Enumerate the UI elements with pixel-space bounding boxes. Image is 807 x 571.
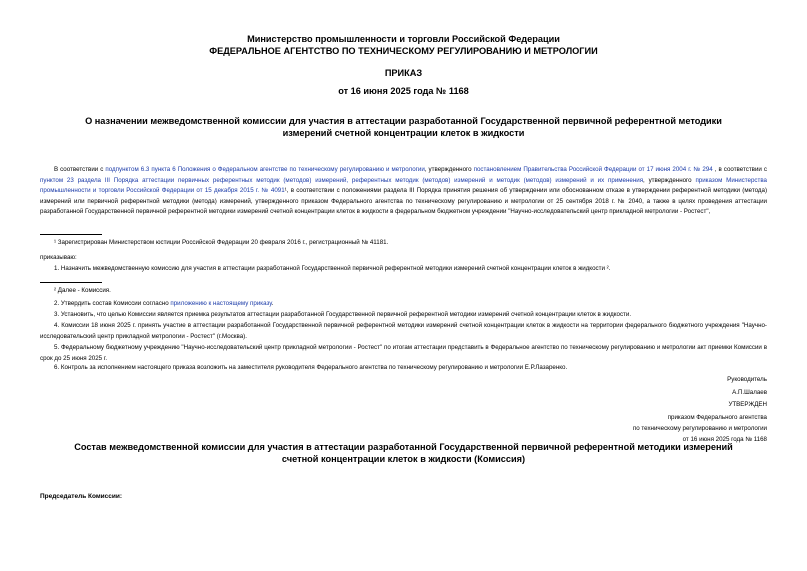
approval-line-4: от 16 июня 2025 года № 1168 [682,436,767,443]
signature-position: Руководитель [727,376,767,383]
preamble-text: В соответствии с [54,166,106,173]
item2-text: 2. Утвердить состав Комиссии согласно [54,300,171,307]
approval-line-3: по техническому регулированию и метрологии [632,425,767,432]
date-number: от 16 июня 2025 года № 1168 [338,86,469,96]
order-item-4: 4. Комиссии 18 июня 2025 г. принять участие в аттестации разработанной Государственной первичной референтной методики измерений счетной концентрации клеток в жидкости на территории федерального бюджетного учреждения "Научно-исследовательский центр прикладной метрологии - Ростест" (г.Москва). [40,322,767,340]
preamble-text: , в соответствии с [712,166,767,173]
preamble-text: , утвержденного [424,166,474,173]
footnote-divider [40,282,102,283]
regulation-link[interactable]: подпунктом 6.3 пункта 6 Положения о Федеральном агентстве по техническому регулированию и метрологии [105,166,425,173]
footnote-1: ¹ Зарегистрирован Министерством юстиции Российской Федерации 20 февраля 2016 г., регистрационный № 41181. [54,239,389,246]
item2-end: . [271,300,274,307]
order-item-3: 3. Установить, что целью Комиссии является приемка результатов аттестации разработанной Государственной первичной референтной методики измерений счетной концентрации клеток в жидкости. [54,311,632,318]
procedure-link[interactable]: пунктом 23 раздела III Порядка аттестации первичных референтных методик (методов) измерений, референтных методик (методов) измерений и методик (методов) измерений и их применения [40,176,644,184]
composition-title: Состав межведомственной комиссии для участия в аттестации разработанной Государственной первичной референтной методики измерений счетной концентрации клеток в жидкости (Комиссия) [74,442,733,464]
footnote-divider [40,234,102,235]
order-item-6: 6. Контроль за исполнением настоящего приказа возложить на заместителя руководителя Федерального агентства по техническому регулированию и метрологии Е.Р.Лазаренко. [54,364,568,371]
preamble-text: , утвержденного [643,176,696,184]
government-decree-link[interactable]: постановлением Правительства Российской Федерации от 17 июня 2004 г. № 294 [473,166,713,173]
chair-label: Председатель Комиссии: [40,493,123,500]
preamble-text: ¹, в соответствии с положениями раздела III Порядка принятия решения об утверждении или обоснованном отказе в утверждении референтной методики (метода) измерений или первичной референтной методики (метода) измерений, утвержденного приказом Федерального агентства по техническому регулированию и метрологии от 25 сентября 2018 г. № 2040, а также в целях проведения аттестации разработанной Государственной первичной референтной методики измерений счетной концентрации клеток в жидкости в федеральном бюджетном учреждении "Научно-исследовательский центр прикладной метрологии - Ростест", [40,187,768,215]
order-title: О назначении межведомственной комиссии для участия в аттестации разработанной Государственной первичной референтной методики измерений счетной концентрации клеток в жидкости [85,116,722,138]
order-item-5: 5. Федеральному бюджетному учреждению "Научно-исследовательский центр прикладной метрологии - Ростест" по итогам аттестации представить в Федеральное агентство по техническому регулированию и метрологии акт приемки Комиссии в срок до 25 июня 2025 г. [40,344,767,362]
agency-heading: ФЕДЕРАЛЬНОЕ АГЕНТСТВО ПО ТЕХНИЧЕСКОМУ РЕГУЛИРОВАНИЮ И МЕТРОЛОГИИ [209,46,598,56]
approval-stamp: УТВЕРЖДЕН [728,401,767,408]
appendix-link[interactable]: приложению к настоящему приказу [170,300,272,307]
ministry-order-link[interactable]: приказом Министерства промышленности и торговли Российской Федерации от 15 декабря 2015 г. № 4091 [40,176,767,194]
order-item-2 [54,299,767,310]
signature-name: А.П.Шалаев [732,389,767,396]
ministry-heading: Министерство промышленности и торговли Российской Федерации [247,34,560,44]
doc-type-heading: ПРИКАЗ [384,68,423,78]
orders-label: приказываю: [40,254,77,261]
preamble-paragraph [40,165,767,218]
order-item-1: 1. Назначить межведомственную комиссию для участия в аттестации разработанной Государственной первичной референтной методики измерений счетной концентрации клеток в жидкости ². [54,265,611,272]
footnote-2: ² Далее - Комиссия. [54,287,111,294]
approval-line-2: приказом Федерального агентства [667,414,767,421]
